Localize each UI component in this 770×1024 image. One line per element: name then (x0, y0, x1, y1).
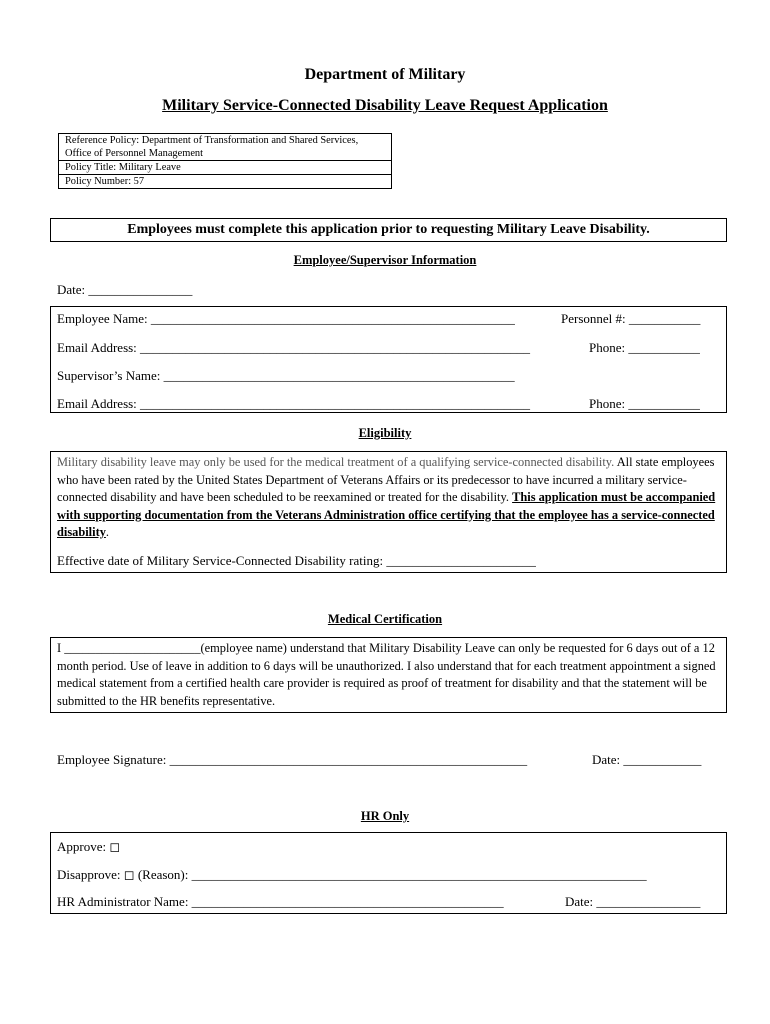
hr-only-heading: HR Only (360, 809, 410, 823)
eligibility-text (57, 454, 721, 542)
supervisor-name-field[interactable]: Supervisor’s Name: ______________________________________________________ (57, 368, 515, 383)
disapprove-reason-field[interactable]: Disapprove: ◻ (Reason): ______________________________________________________________________ (57, 867, 647, 882)
department-title: Department of Military (304, 66, 466, 83)
completion-notice: Employees must complete this application prior to requesting Military Leave Disability. (50, 218, 727, 242)
hr-date-field[interactable]: Date: ________________ (565, 894, 701, 909)
reference-policy-box (58, 133, 392, 189)
supervisor-email-field[interactable]: Email Address: ____________________________________________________________ (57, 396, 531, 411)
personnel-number-field[interactable]: Personnel #: ___________ (561, 311, 701, 326)
employee-email-field[interactable]: Email Address: ____________________________________________________________ (57, 340, 531, 355)
reference-policy-line2: Office of Personnel Management (65, 148, 204, 159)
eligibility-documentation-requirement: This application must be accompanied with supporting documentation from the Veterans Administration office certifying that the employee has a service-connected disability (57, 490, 716, 539)
employee-section-heading: Employee/Supervisor Information (293, 253, 477, 267)
medical-certification-heading: Medical Certification (327, 612, 443, 626)
eligibility-text-end: . (105, 525, 110, 539)
employee-name-field[interactable]: Employee Name: ________________________________________________________ (57, 311, 515, 326)
employee-signature-field[interactable]: Employee Signature: _______________________________________________________ (57, 752, 528, 767)
approve-checkbox[interactable]: Approve: ◻ (57, 839, 121, 854)
eligibility-text-main: All state employees who have been rated by the United States Department of Veterans Affairs or its predecessor to have incurred a military service-connected disability and have been scheduled to be reexamined or treated for the disability. (57, 455, 715, 504)
policy-number: Policy Number: 57 (59, 174, 391, 188)
effective-date-field[interactable]: Effective date of Military Service-Connected Disability rating: _______________________ (57, 553, 536, 568)
reference-policy-line1: Reference Policy: Department of Transformation and Shared Services, (65, 135, 359, 146)
supervisor-phone-field[interactable]: Phone: ___________ (589, 396, 700, 411)
reference-policy (59, 134, 391, 160)
date-field[interactable]: Date: ________________ (57, 282, 193, 297)
hr-administrator-name-field[interactable]: HR Administrator Name: ________________________________________________ (57, 894, 504, 909)
employee-phone-field[interactable]: Phone: ___________ (589, 340, 700, 355)
form-title: Military Service-Connected Disability Leave Request Application (162, 97, 608, 114)
signature-date-field[interactable]: Date: ____________ (592, 752, 702, 767)
policy-title: Policy Title: Military Leave (59, 160, 391, 174)
medical-certification-text: I ______________________(employee name) understand that Military Disability Leave can only be requested for 6 days out of a 12 month period. Use of leave in addition to 6 days will be unauthorized. I also understand that for each treatment appointment a signed medical statement from a certified health care provider is required as proof of treatment for disability and that the statement will be submitted to the HR benefits representative. (57, 641, 716, 708)
eligibility-heading: Eligibility (358, 426, 412, 440)
eligibility-text-intro: Military disability leave may only be used for the medical treatment of a qualifying service-connected disability. (57, 455, 615, 469)
